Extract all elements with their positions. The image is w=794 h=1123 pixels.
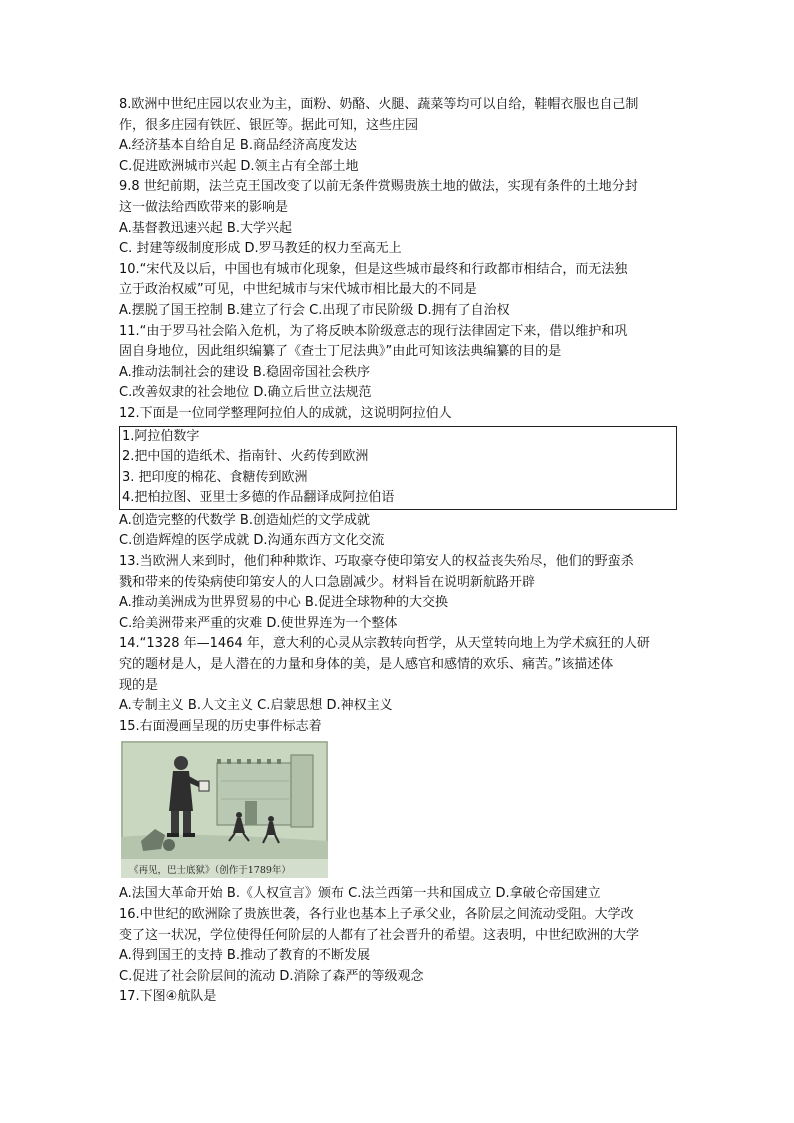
q11-options-cd: C.改善奴隶的社会地位 D.确立后世立法规范 <box>119 385 372 401</box>
q14-options: A.专制主义 B.人文主义 C.启蒙思想 D.神权主义 <box>119 698 393 714</box>
q8-stem-line2: 作，很多庄园有铁匠、银匠等。据此可知，这些庄园 <box>119 117 419 133</box>
q12-box-item-2: 2.把中国的造纸术、指南针、火药传到欧洲 <box>122 449 369 465</box>
q9-stem-line2: 这一做法给西欧带来的影响是 <box>119 199 289 215</box>
q15-options: A.法国大革命开始 B.《人权宣言》颁布 C.法兰西第一共和国成立 D.拿破仑帝国建立 <box>119 886 601 902</box>
q14-stem-line2: 究的题材是人，是人潜在的力量和身体的美，是人感官和感情的欢乐、痛苦。”该描述体 <box>119 657 614 673</box>
q13-stem-line2: 戮和带来的传染病使印第安人的人口急剧减少。材料旨在说明新航路开辟 <box>119 574 536 590</box>
q10-stem-line1: 10.“宋代及以后，中国也有城市化现象，但是这些城市最终和行政都市相结合，而无法独 <box>119 261 628 277</box>
q11-stem-line2: 固自身地位，因此组织编纂了《查士丁尼法典》”由此可知该法典编纂的目的是 <box>119 344 562 360</box>
cartoon-caption: 《再见，巴士底狱》（创作于1789年） <box>129 865 291 877</box>
q9-stem-line1: 9.8 世纪前期，法兰克王国改变了以前无条件赏赐贵族土地的做法，实现有条件的土地分封 <box>119 179 638 195</box>
q9-options-cd: C. 封建等级制度形成 D.罗马教廷的权力至高无上 <box>119 241 402 257</box>
q16-stem-line2: 变了这一状况，学位使得任何阶层的人都有了社会晋升的希望。这表明，中世纪欧洲的大学 <box>119 927 640 943</box>
q10-options: A.摆脱了国王控制 B.建立了行会 C.出现了市民阶级 D.拥有了自治权 <box>119 302 510 318</box>
bastille-cartoon-image <box>121 741 328 878</box>
q17-stem: 17.下图④航队是 <box>119 989 217 1005</box>
q12-options-cd: C.创造辉煌的医学成就 D.沟通东西方文化交流 <box>119 533 385 549</box>
q16-options-ab: A.得到国王的支持 B.推动了教育的不断发展 <box>119 948 370 964</box>
q11-options-ab: A.推动法制社会的建设 B.稳固帝国社会秩序 <box>119 364 370 380</box>
q8-stem-line1: 8.欧洲中世纪庄园以农业为主，面粉、奶酪、火腿、蔬菜等均可以自给，鞋帽衣服也自己制 <box>119 97 639 112</box>
q12-box-item-4: 4.把柏拉图、亚里士多德的作品翻译成阿拉伯语 <box>122 490 395 506</box>
q12-box-item-1: 1.阿拉伯数字 <box>122 428 200 444</box>
q10-stem-line2: 立于政治权威”可见，中世纪城市与宋代城市相比最大的不同是 <box>119 282 477 298</box>
q14-stem-line3: 现的是 <box>119 677 159 693</box>
q12-material-box <box>119 426 677 510</box>
q8-options-cd: C.促进欧洲城市兴起 D.领主占有全部土地 <box>119 158 359 174</box>
q16-options-cd: C.促进了社会阶层间的流动 D.消除了森严的等级观念 <box>119 968 424 984</box>
q15-stem: 15.右面漫画呈现的历史事件标志着 <box>119 718 322 734</box>
q8-options-ab: A.经济基本自给自足 B.商品经济高度发达 <box>119 138 357 154</box>
exam-page <box>119 95 679 1008</box>
q9-options-ab: A.基督教迅速兴起 B.大学兴起 <box>119 220 292 236</box>
q13-options-cd: C.给美洲带来严重的灾难 D.使世界连为一个整体 <box>119 615 398 631</box>
q12-options-ab: A.创造完整的代数学 B.创造灿烂的文学成就 <box>119 512 370 528</box>
q13-options-ab: A.推动美洲成为世界贸易的中心 B.促进全球物种的大交换 <box>119 595 448 611</box>
q14-stem-line1: 14.“1328 年—1464 年，意大利的心灵从宗教转向哲学，从天堂转向地上为学术疯狂的人研 <box>119 636 650 652</box>
q16-stem-line1: 16.中世纪的欧洲除了贵族世袭，各行业也基本上子承父业，各阶层之间流动受阻。大学改 <box>119 907 634 922</box>
q11-stem-line1: 11.“由于罗马社会陷入危机，为了将反映本阶级意志的现行法律固定下来，借以维护和巩 <box>119 323 628 339</box>
q13-stem-line1: 13.当欧洲人来到时，他们种种欺诈、巧取豪夺使印第安人的权益丧失殆尽，他们的野蛮杀 <box>119 554 634 570</box>
q12-stem: 12.下面是一位同学整理阿拉伯人的成就，这说明阿拉伯人 <box>119 405 452 421</box>
q12-box-item-3: 3. 把印度的棉花、食糖传到欧洲 <box>122 469 308 485</box>
